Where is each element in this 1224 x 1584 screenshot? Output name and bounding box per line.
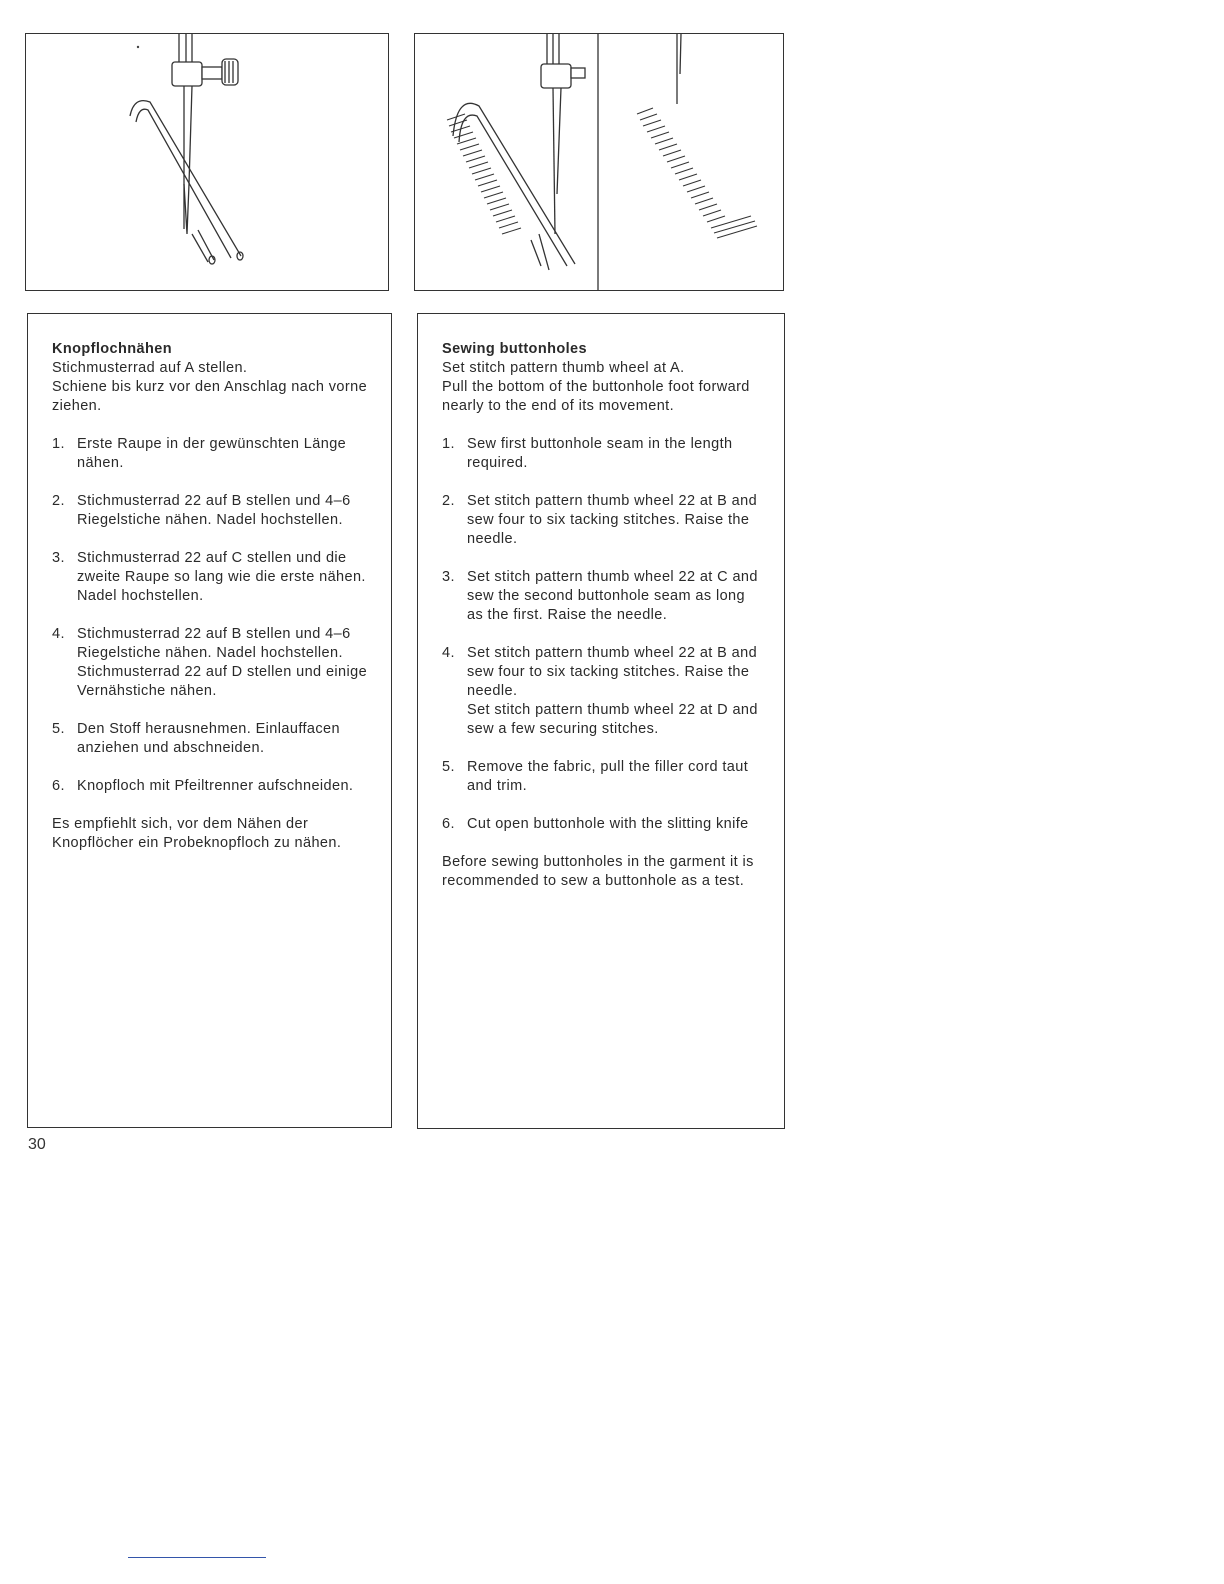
step-number: 4.: [442, 645, 455, 661]
english-heading: Sewing buttonholes: [442, 341, 587, 357]
german-step: [52, 435, 371, 473]
step-number: 2.: [442, 493, 455, 509]
step-text: [77, 777, 371, 796]
page-number: 30: [28, 1136, 46, 1153]
step-text: [77, 625, 371, 701]
step-text: [77, 549, 371, 606]
english-intro-line: Set stitch pattern thumb wheel at A.: [442, 360, 685, 376]
step-number: 6.: [442, 816, 455, 832]
step-line: Stichmusterrad 22 auf C stellen und die zweite Raupe so lang wie die erste nähen. Nadel hochstellen.: [77, 550, 366, 604]
step-number: 2.: [52, 493, 65, 509]
step-number: 1.: [52, 436, 65, 452]
step-text: [77, 720, 371, 758]
english-step: [442, 758, 764, 796]
german-step: [52, 549, 371, 606]
english-step: [442, 492, 764, 549]
footer-rule: [128, 1557, 266, 1558]
english-closing-note: Before sewing buttonholes in the garment it is recommended to sew a buttonhole as a test.: [442, 854, 754, 889]
step-line: Set stitch pattern thumb wheel 22 at B and sew four to six tacking stitches. Raise the needle.: [467, 645, 758, 699]
illustration-needle-filler-cord: [25, 33, 389, 291]
needle-cord-drawing: [26, 34, 390, 292]
step-line: Set stitch pattern thumb wheel 22 at B and sew four to six tacking stitches. Raise the needle.: [467, 493, 758, 547]
step-line: Cut open buttonhole with the slitting knife: [467, 816, 749, 832]
step-number: 5.: [52, 721, 65, 737]
english-step-list: [442, 435, 764, 834]
step-line: Stichmusterrad 22 auf B stellen und 4–6 Riegelstiche nähen. Nadel hochstellen.: [77, 493, 351, 528]
step-line: Remove the fabric, pull the filler cord taut and trim.: [467, 759, 749, 794]
german-heading: Knopflochnähen: [52, 341, 172, 357]
english-step: [442, 435, 764, 473]
step-text: [467, 815, 764, 834]
german-closing-note: Es empfiehlt sich, vor dem Nähen der Knopflöcher ein Probeknopfloch zu nähen.: [52, 816, 342, 851]
german-step: [52, 777, 371, 796]
step-text: [77, 492, 371, 530]
buttonhole-seams-drawing: [415, 34, 785, 292]
german-instructions-panel: [27, 313, 392, 1128]
step-line: Den Stoff herausnehmen. Einlauffacen anziehen und abschneiden.: [77, 721, 340, 756]
step-line: Erste Raupe in der gewünschten Länge nähen.: [77, 436, 347, 471]
english-step: [442, 568, 764, 625]
step-number: 4.: [52, 626, 65, 642]
german-intro-line: Schiene bis kurz vor den Anschlag nach vorne ziehen.: [52, 379, 368, 414]
step-text: [467, 758, 764, 796]
step-text: [467, 644, 764, 739]
german-step: [52, 492, 371, 530]
step-line: Knopfloch mit Pfeiltrenner aufschneiden.: [77, 778, 354, 794]
step-number: 5.: [442, 759, 455, 775]
step-text: [77, 435, 371, 473]
german-step: [52, 720, 371, 758]
step-line: Stichmusterrad 22 auf B stellen und 4–6 Riegelstiche nähen. Nadel hochstellen.: [77, 626, 351, 661]
step-number: 3.: [442, 569, 455, 585]
english-step: [442, 815, 764, 834]
german-intro-line: Stichmusterrad auf A stellen.: [52, 360, 248, 376]
german-step-list: [52, 435, 371, 796]
step-text: [467, 435, 764, 473]
step-line: Set stitch pattern thumb wheel 22 at D and sew a few securing stitches.: [467, 702, 758, 737]
english-instructions-panel: [417, 313, 785, 1129]
step-number: 6.: [52, 778, 65, 794]
german-step: [52, 625, 371, 701]
illustration-buttonhole-seams: [414, 33, 784, 291]
english-intro-line: Pull the bottom of the buttonhole foot forward nearly to the end of its movement.: [442, 379, 750, 414]
step-line: Set stitch pattern thumb wheel 22 at C and sew the second buttonhole seam as long as the first. Raise the needle.: [467, 569, 758, 623]
step-text: [467, 492, 764, 549]
step-number: 3.: [52, 550, 65, 566]
step-number: 1.: [442, 436, 455, 452]
step-line: Stichmusterrad 22 auf D stellen und einige Vernähstiche nähen.: [77, 664, 368, 699]
english-step: [442, 644, 764, 739]
step-line: Sew first buttonhole seam in the length required.: [467, 436, 733, 471]
step-text: [467, 568, 764, 625]
